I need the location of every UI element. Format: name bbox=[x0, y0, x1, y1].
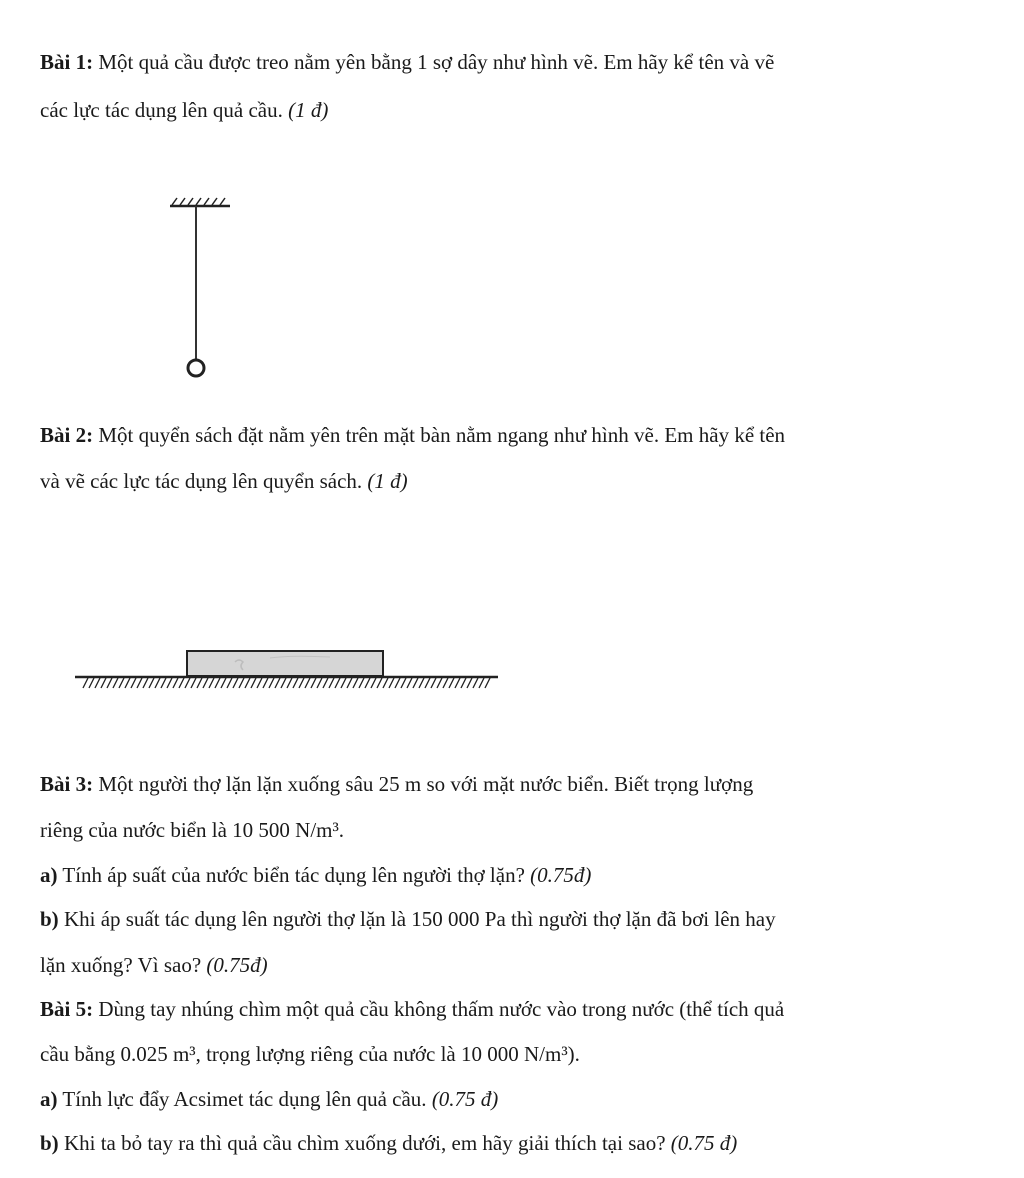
table-hatch-mark bbox=[281, 678, 286, 688]
table-hatch-mark bbox=[299, 678, 304, 688]
bai5-b-points: (0.75 đ) bbox=[670, 1131, 738, 1155]
table-hatch-mark bbox=[203, 678, 208, 688]
table-hatch-mark bbox=[407, 678, 412, 688]
table-hatch-mark bbox=[197, 678, 202, 688]
table-hatch-mark bbox=[443, 678, 448, 688]
hanging-ball-figure bbox=[170, 198, 230, 376]
table-hatch-mark bbox=[173, 678, 178, 688]
table-hatch-mark bbox=[179, 678, 184, 688]
bai5-a-points: (0.75 đ) bbox=[431, 1087, 499, 1111]
table-hatch-mark bbox=[401, 678, 406, 688]
bai1-label: Bài 1: bbox=[40, 50, 94, 74]
bai2-label: Bài 2: bbox=[40, 423, 94, 447]
table-hatch-mark bbox=[467, 678, 472, 688]
table-hatch-mark bbox=[371, 678, 376, 688]
table-hatch-mark bbox=[275, 678, 280, 688]
table-hatch-mark bbox=[317, 678, 322, 688]
bai3-text2: riêng của nước biển là 10 500 N/m³. bbox=[40, 818, 345, 842]
ceiling-hatch bbox=[172, 198, 225, 205]
table-hatch-mark bbox=[419, 678, 424, 688]
bai5-a-line bbox=[40, 1085, 498, 1113]
table-hatch-mark bbox=[329, 678, 334, 688]
table-hatch-mark bbox=[311, 678, 316, 688]
bai1-points: (1 đ) bbox=[288, 98, 329, 122]
table-hatch-mark bbox=[95, 678, 100, 688]
table-hatch-mark bbox=[155, 678, 160, 688]
bai3-b-label: b) bbox=[40, 907, 59, 931]
table-hatch-mark bbox=[119, 678, 124, 688]
bai3-a-text: Tính áp suất của nước biển tác dụng lên người thợ lặn? bbox=[57, 863, 531, 887]
table-hatch-mark bbox=[131, 678, 136, 688]
table-hatch-mark bbox=[107, 678, 112, 688]
table-hatch-mark bbox=[347, 678, 352, 688]
table-hatch-mark bbox=[413, 678, 418, 688]
bai5-a-label: a) bbox=[40, 1087, 58, 1111]
bai3-b-line bbox=[40, 905, 776, 933]
table-hatch-mark bbox=[257, 678, 262, 688]
bai2-line1 bbox=[40, 421, 785, 449]
table-hatch-mark bbox=[341, 678, 346, 688]
bai5-b-line bbox=[40, 1129, 737, 1157]
table-hatch-mark bbox=[251, 678, 256, 688]
table-hatch-mark bbox=[161, 678, 166, 688]
table-hatch-mark bbox=[221, 678, 226, 688]
table-hatch-mark bbox=[359, 678, 364, 688]
book-on-table-figure bbox=[75, 651, 498, 688]
table-hatch-mark bbox=[323, 678, 328, 688]
book-rect bbox=[187, 651, 383, 676]
bai3-b-points: (0.75đ) bbox=[206, 953, 268, 977]
table-hatch-mark bbox=[215, 678, 220, 688]
table-hatch-mark bbox=[191, 678, 196, 688]
bai2-text1: Một quyển sách đặt nằm yên trên mặt bàn nằm ngang như hình vẽ. Em hãy kể tên bbox=[93, 423, 786, 447]
bai3-text1: Một người thợ lặn lặn xuống sâu 25 m so với mặt nước biển. Biết trọng lượng bbox=[93, 772, 754, 796]
table-hatch-mark bbox=[431, 678, 436, 688]
bai3-line1 bbox=[40, 770, 753, 798]
bai3-a-label: a) bbox=[40, 863, 58, 887]
table-hatch-mark bbox=[479, 678, 484, 688]
table-hatch-mark bbox=[149, 678, 154, 688]
bai3-b-line2 bbox=[40, 951, 268, 979]
bai2-line2 bbox=[40, 467, 408, 495]
table-hatch-mark bbox=[83, 678, 88, 688]
table-hatch-mark bbox=[143, 678, 148, 688]
bai3-b-text: Khi áp suất tác dụng lên người thợ lặn là 150 000 Pa thì người thợ lặn đã bơi lên hay bbox=[58, 907, 776, 931]
bai2-points: (1 đ) bbox=[367, 469, 408, 493]
table-hatch-mark bbox=[101, 678, 106, 688]
table-hatch bbox=[83, 678, 490, 688]
table-hatch-mark bbox=[263, 678, 268, 688]
bai5-label: Bài 5: bbox=[40, 997, 94, 1021]
bai3-a-line bbox=[40, 861, 591, 889]
bai5-line2 bbox=[40, 1040, 580, 1068]
ball-circle bbox=[188, 360, 204, 376]
table-hatch-mark bbox=[293, 678, 298, 688]
table-hatch-mark bbox=[305, 678, 310, 688]
table-hatch-mark bbox=[287, 678, 292, 688]
table-hatch-mark bbox=[437, 678, 442, 688]
table-hatch-mark bbox=[395, 678, 400, 688]
table-hatch-mark bbox=[167, 678, 172, 688]
table-hatch-mark bbox=[113, 678, 118, 688]
table-hatch-mark bbox=[137, 678, 142, 688]
table-hatch-mark bbox=[383, 678, 388, 688]
table-hatch-mark bbox=[185, 678, 190, 688]
table-hatch-mark bbox=[353, 678, 358, 688]
bai5-a-text: Tính lực đẩy Acsimet tác dụng lên quả cầu. bbox=[57, 1087, 432, 1111]
table-hatch-mark bbox=[461, 678, 466, 688]
bai2-text2: và vẽ các lực tác dụng lên quyển sách. bbox=[40, 469, 368, 493]
bai1-text1: Một quả cầu được treo nằm yên bằng 1 sợ dây như hình vẽ. Em hãy kể tên và vẽ bbox=[93, 50, 775, 74]
bai3-label: Bài 3: bbox=[40, 772, 94, 796]
table-hatch-mark bbox=[335, 678, 340, 688]
bai3-line2 bbox=[40, 816, 344, 844]
table-hatch-mark bbox=[485, 678, 490, 688]
table-hatch-mark bbox=[227, 678, 232, 688]
table-hatch-mark bbox=[245, 678, 250, 688]
bai1-text2: các lực tác dụng lên quả cầu. bbox=[40, 98, 289, 122]
table-hatch-mark bbox=[473, 678, 478, 688]
table-hatch-mark bbox=[425, 678, 430, 688]
bai5-line1 bbox=[40, 995, 784, 1023]
table-hatch-mark bbox=[89, 678, 94, 688]
table-hatch-mark bbox=[455, 678, 460, 688]
bai3-a-points: (0.75đ) bbox=[530, 863, 592, 887]
table-hatch-mark bbox=[239, 678, 244, 688]
table-hatch-mark bbox=[269, 678, 274, 688]
bai5-text1: Dùng tay nhúng chìm một quả cầu không thấm nước vào trong nước (thể tích quả bbox=[93, 997, 785, 1021]
table-hatch-mark bbox=[377, 678, 382, 688]
table-hatch-mark bbox=[125, 678, 130, 688]
table-hatch-mark bbox=[449, 678, 454, 688]
table-hatch-mark bbox=[233, 678, 238, 688]
bai5-b-label: b) bbox=[40, 1131, 59, 1155]
bai5-b-text: Khi ta bỏ tay ra thì quả cầu chìm xuống dưới, em hãy giải thích tại sao? bbox=[58, 1131, 671, 1155]
table-hatch-mark bbox=[389, 678, 394, 688]
table-hatch-mark bbox=[365, 678, 370, 688]
table-hatch-mark bbox=[209, 678, 214, 688]
bai5-text2: cầu bằng 0.025 m³, trọng lượng riêng của nước là 10 000 N/m³). bbox=[40, 1042, 580, 1066]
bai3-b-text2: lặn xuống? Vì sao? bbox=[40, 953, 207, 977]
